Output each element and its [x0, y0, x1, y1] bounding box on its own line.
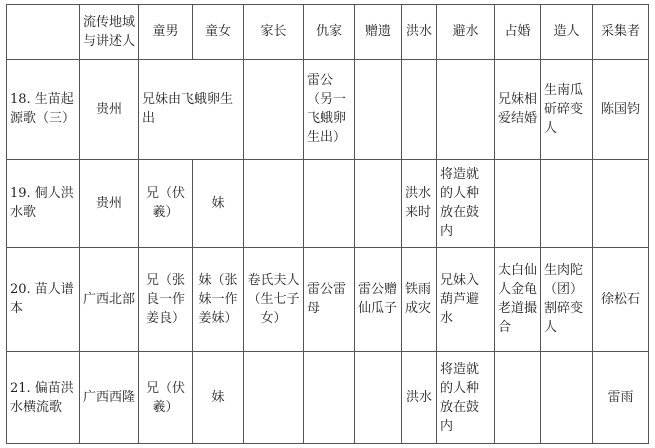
cell-girl: 妹	[193, 159, 244, 247]
cell-boy-girl: 兄妹由飞蛾卵生出	[139, 59, 244, 159]
cell-collector: 徐松石	[593, 247, 649, 351]
header-cell-title	[7, 5, 80, 60]
cell-parent	[244, 59, 304, 159]
cell-region: 贵州	[80, 59, 139, 159]
cell-boy: 兄（伏羲）	[139, 159, 193, 247]
cell-gift	[355, 352, 402, 444]
cell-girl: 妹（张妹一作姜妹）	[193, 247, 244, 351]
cell-flood: 洪水	[402, 352, 437, 444]
cell-creation	[541, 159, 593, 247]
header-cell-marriage: 占婚	[495, 5, 541, 60]
header-cell-gift: 赠遗	[355, 5, 402, 60]
header-cell-parent: 家长	[244, 5, 304, 60]
header-cell-girl: 童女	[193, 5, 244, 60]
cell-escape	[437, 59, 495, 159]
cell-marriage	[495, 352, 541, 444]
header-cell-collector: 采集者	[593, 5, 649, 60]
header-cell-enemy: 仇家	[304, 5, 355, 60]
cell-collector: 陈国钧	[593, 59, 649, 159]
header-row	[7, 5, 649, 60]
cell-gift	[355, 59, 402, 159]
cell-title: 21. 偏苗洪水横流歌	[7, 352, 80, 444]
cell-title: 20. 苗人谱本	[7, 247, 80, 351]
cell-collector: 雷雨	[593, 352, 649, 444]
cell-flood: 洪水来时	[402, 159, 437, 247]
header-cell-creation: 造人	[541, 5, 593, 60]
cell-girl: 妹	[193, 352, 244, 444]
table-row	[7, 59, 649, 159]
myth-comparison-table	[6, 4, 649, 444]
cell-escape: 兄妹入葫芦避水	[437, 247, 495, 351]
cell-collector	[593, 159, 649, 247]
cell-escape: 将造就的人种放在鼓内	[437, 159, 495, 247]
header-cell-flood: 洪水	[402, 5, 437, 60]
cell-parent	[244, 159, 304, 247]
cell-enemy: 雷公（另一飞蛾卵生出）	[304, 59, 355, 159]
cell-enemy: 雷公雷母	[304, 247, 355, 351]
cell-enemy	[304, 159, 355, 247]
cell-gift	[355, 159, 402, 247]
cell-escape: 将造就的人种放在鼓内	[437, 352, 495, 444]
cell-boy: 兄（张良一作姜良）	[139, 247, 193, 351]
cell-region: 广西西隆	[80, 352, 139, 444]
header-cell-boy: 童男	[139, 5, 193, 60]
cell-gift: 雷公赠仙瓜子	[355, 247, 402, 351]
cell-boy: 兄（伏羲）	[139, 352, 193, 444]
cell-flood	[402, 59, 437, 159]
cell-parent: 卷氏夫人（生七子女）	[244, 247, 304, 351]
cell-enemy	[304, 352, 355, 444]
cell-creation	[541, 352, 593, 444]
cell-marriage	[495, 159, 541, 247]
cell-creation: 生南瓜斫碎变人	[541, 59, 593, 159]
cell-parent	[244, 352, 304, 444]
header-cell-escape: 避水	[437, 5, 495, 60]
header-cell-region: 流传地域与讲述人	[80, 5, 139, 60]
table-row	[7, 159, 649, 247]
cell-flood: 铁雨成灾	[402, 247, 437, 351]
cell-title: 19. 侗人洪水歌	[7, 159, 80, 247]
cell-region: 贵州	[80, 159, 139, 247]
cell-creation: 生肉陀（团）割碎变人	[541, 247, 593, 351]
cell-marriage: 太白仙人金龟老道撮合	[495, 247, 541, 351]
cell-marriage: 兄妹相爱结婚	[495, 59, 541, 159]
cell-region: 广西北部	[80, 247, 139, 351]
table-row	[7, 247, 649, 351]
cell-title: 18. 生苗起源歌（三）	[7, 59, 80, 159]
table-row	[7, 352, 649, 444]
